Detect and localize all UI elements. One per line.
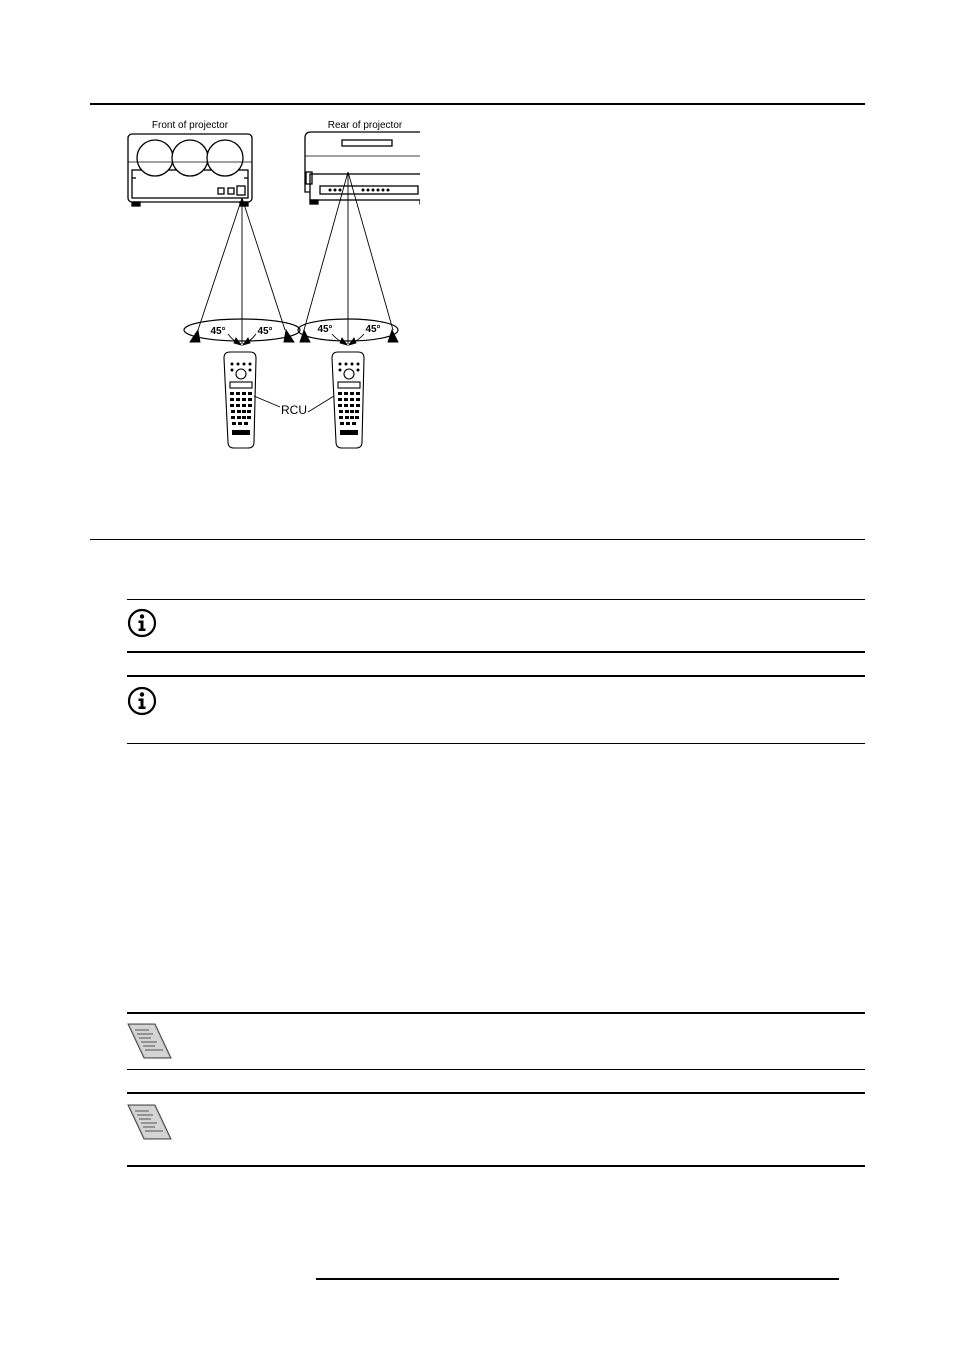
header-rule (90, 103, 865, 105)
info-icon (127, 608, 157, 638)
remote-control-front (224, 352, 256, 448)
note1-top-rule (127, 599, 865, 600)
remote-control-rear (332, 352, 364, 448)
rear-left-angle-label: 45° (317, 324, 333, 335)
note1-bottom-rule (127, 651, 865, 653)
rear-of-projector-label: Rear of projector (327, 120, 403, 131)
info-icon (127, 686, 157, 716)
rear-right-angle-label: 45° (365, 324, 381, 335)
front-left-angle-label: 45° (210, 326, 226, 337)
rcu-label: RCU (281, 403, 307, 417)
note2-top-rule (127, 675, 865, 677)
front-reception-cone (184, 198, 300, 345)
note3-bottom-rule (127, 1069, 865, 1070)
projector-front-drawing (128, 134, 252, 206)
rcu-reception-figure (120, 112, 420, 457)
front-of-projector-label: Front of projector (151, 120, 229, 131)
footer-rule (316, 1278, 839, 1280)
note3-top-rule (127, 1012, 865, 1014)
document-note-icon (125, 1021, 173, 1061)
note4-top-rule (127, 1092, 865, 1094)
projector-rear-drawing (305, 132, 420, 204)
front-right-angle-label: 45° (257, 326, 273, 337)
document-note-icon (125, 1102, 173, 1142)
note4-bottom-rule (127, 1165, 865, 1167)
note2-bottom-rule (127, 743, 865, 744)
section-rule (90, 539, 865, 540)
